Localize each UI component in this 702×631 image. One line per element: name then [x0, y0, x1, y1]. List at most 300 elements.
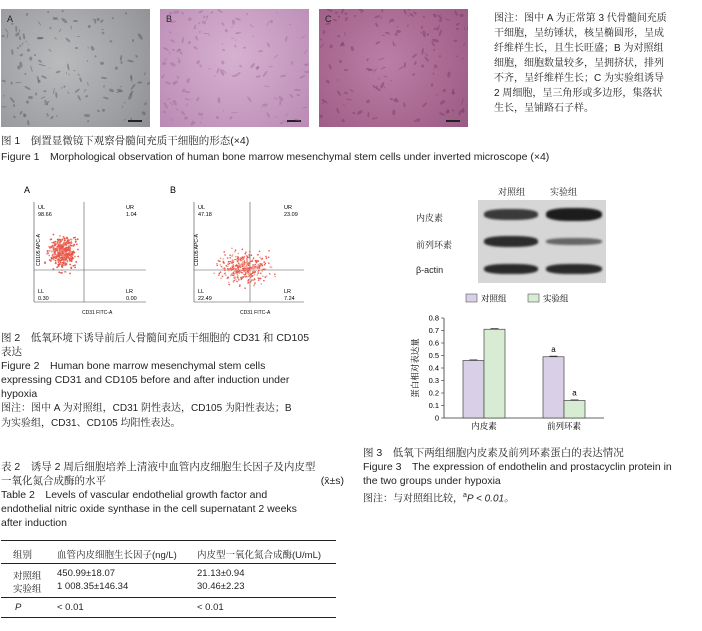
- cell-speck: [1, 80, 5, 83]
- note-line: 生长，呈铺路石子样。: [494, 103, 594, 114]
- event-dot: [251, 275, 253, 277]
- event-dot: [233, 266, 235, 268]
- y-tick-label: 0.1: [428, 401, 439, 410]
- event-dot: [60, 253, 62, 255]
- event-dot: [63, 262, 65, 264]
- event-dot: [238, 259, 240, 261]
- event-dot: [228, 277, 230, 279]
- flow-plot-b: [194, 202, 304, 316]
- cell-speck: [275, 116, 277, 118]
- event-dot: [77, 256, 79, 258]
- event-dot: [250, 275, 252, 277]
- cell-speck: [267, 65, 272, 67]
- cell-speck: [1, 35, 4, 38]
- event-dot: [243, 262, 245, 264]
- cell-speck: [366, 58, 369, 62]
- cell-speck: [210, 11, 213, 14]
- event-dot: [51, 242, 53, 244]
- micrograph-b: [160, 9, 309, 127]
- event-dot: [232, 268, 234, 270]
- event-dot: [229, 255, 231, 257]
- cell-speck: [328, 64, 332, 71]
- table-row: [1, 581, 336, 594]
- cell-speck: [86, 60, 87, 62]
- cell-speck: [22, 42, 24, 45]
- event-dot: [229, 257, 231, 259]
- event-dot: [242, 256, 244, 258]
- cell-speck: [261, 105, 263, 107]
- event-dot: [233, 272, 235, 274]
- event-dot: [49, 247, 51, 249]
- event-dot: [52, 245, 54, 247]
- cell-speck: [41, 75, 47, 80]
- legend-label: 实验组: [543, 293, 569, 304]
- event-dot: [59, 235, 61, 237]
- event-dot: [53, 247, 55, 249]
- blot-row-label: 内皮素: [416, 213, 444, 223]
- cell-speck: [100, 19, 104, 23]
- cell-speck: [432, 13, 436, 18]
- event-dot: [254, 282, 256, 284]
- fig3-note: [363, 488, 701, 506]
- cell-speck: [84, 89, 87, 93]
- event-dot: [268, 263, 270, 265]
- cell-speck: [23, 85, 30, 91]
- event-dot: [246, 258, 248, 260]
- cell-speck: [93, 54, 96, 57]
- quad-ll-val: 0.30: [38, 296, 49, 302]
- cell-speck: [177, 76, 179, 79]
- blot-header-experimental: 实验组: [550, 187, 578, 197]
- table2-title-zh-2: [1, 474, 346, 488]
- cell-speck: [48, 67, 50, 69]
- event-dot: [71, 239, 73, 241]
- cell-speck: [10, 81, 13, 84]
- cell-speck: [423, 30, 427, 37]
- cell-speck: [413, 53, 418, 58]
- cell-speck: [221, 43, 223, 46]
- fig2-caption-zh-2: 表达: [1, 346, 22, 358]
- event-dot: [56, 266, 58, 268]
- table2: [1, 540, 336, 618]
- event-dot: [58, 244, 60, 246]
- event-dot: [66, 263, 68, 265]
- cell-speck: [77, 36, 80, 37]
- event-dot: [51, 259, 53, 261]
- event-dot: [225, 272, 227, 274]
- event-dot: [243, 273, 245, 275]
- cell-speck: [459, 14, 463, 18]
- quad-ll: LL: [198, 289, 205, 295]
- event-dot: [77, 249, 79, 251]
- cell-speck: [284, 36, 288, 43]
- event-dot: [233, 268, 235, 270]
- cell-speck: [170, 39, 176, 44]
- fig3-caption-en-2: the two groups under hypoxia: [363, 475, 501, 487]
- event-dot: [72, 265, 74, 267]
- event-dot: [218, 260, 220, 262]
- cell-speck: [413, 61, 417, 66]
- cell-speck: [102, 32, 105, 35]
- cell-speck: [256, 67, 258, 69]
- fig3-caption-en-1: Figure 3 The expression of endothelin and prostacyclin protein in: [363, 461, 672, 473]
- cell-speck: [47, 11, 49, 13]
- cell-speck: [137, 33, 143, 40]
- x-tick-label: 内皮素: [471, 421, 497, 431]
- cell-speck: [86, 82, 88, 86]
- table2-title-en-2: endothelial nitric oxide synthase in the cell supernatant 2 weeks: [1, 503, 297, 515]
- table2-title: [1, 460, 346, 530]
- y-tick-label: 0: [434, 413, 439, 423]
- event-dot: [55, 257, 57, 259]
- cell-speck: [406, 9, 409, 11]
- cell-speck: [173, 11, 179, 14]
- cell-speck: [200, 116, 202, 118]
- table-cell: P: [15, 602, 22, 613]
- event-dot: [67, 253, 69, 255]
- quad-ul: UL: [38, 205, 46, 211]
- note-line: 图注：图中 A 为正常第 3 代骨髓间充质: [494, 13, 667, 24]
- cell-speck: [421, 26, 423, 29]
- cell-speck: [392, 109, 395, 115]
- event-dot: [48, 255, 50, 257]
- event-dot: [227, 257, 229, 259]
- cell-speck: [255, 74, 260, 78]
- cell-speck: [195, 36, 199, 41]
- y-tick-label: 0.3: [428, 376, 439, 385]
- event-dot: [72, 253, 74, 255]
- cell-speck: [285, 112, 288, 115]
- cell-speck: [65, 38, 71, 43]
- cell-speck: [343, 12, 347, 15]
- cell-speck: [145, 81, 150, 86]
- cell-speck: [221, 22, 225, 26]
- cell-speck: [231, 112, 238, 114]
- event-dot: [231, 273, 233, 275]
- fig2-caption-en-3: hypoxia: [1, 388, 38, 400]
- event-dot: [248, 265, 250, 267]
- event-dot: [239, 285, 241, 287]
- cell-speck: [273, 55, 278, 59]
- event-dot: [220, 264, 222, 266]
- cell-speck: [378, 78, 380, 80]
- event-dot: [60, 255, 62, 257]
- cell-speck: [90, 46, 95, 52]
- cell-speck: [135, 55, 138, 58]
- cell-speck: [165, 82, 171, 86]
- event-dot: [236, 281, 238, 283]
- event-dot: [258, 270, 260, 272]
- event-dot: [56, 254, 58, 256]
- cell-speck: [4, 28, 8, 33]
- cell-speck: [346, 16, 349, 19]
- cell-speck: [54, 37, 57, 40]
- event-dot: [241, 272, 243, 274]
- cell-speck: [217, 97, 220, 104]
- cell-speck: [188, 41, 192, 45]
- table-cell: < 0.01: [197, 602, 224, 613]
- cell-speck: [249, 23, 253, 27]
- event-dot: [228, 261, 230, 263]
- event-dot: [63, 260, 65, 262]
- cell-speck: [456, 27, 460, 29]
- cell-speck: [85, 95, 89, 98]
- cell-speck: [232, 20, 235, 26]
- event-dot: [61, 265, 63, 267]
- cell-speck: [56, 70, 61, 73]
- cell-speck: [375, 116, 378, 119]
- cell-speck: [342, 104, 345, 106]
- event-dot: [61, 272, 63, 274]
- cell-speck: [115, 66, 118, 70]
- event-dot: [55, 243, 57, 245]
- event-dot: [55, 262, 57, 264]
- cell-speck: [383, 75, 388, 78]
- cell-speck: [366, 100, 371, 105]
- cell-speck: [47, 104, 48, 106]
- western-blot: [414, 180, 614, 285]
- chart-bars: [463, 329, 585, 418]
- cell-speck: [87, 25, 91, 29]
- cell-speck: [28, 96, 33, 99]
- event-dot: [255, 271, 257, 273]
- event-dot: [74, 256, 76, 258]
- event-dot: [63, 236, 65, 238]
- event-dot: [252, 279, 254, 281]
- panel-label-c: C: [325, 14, 332, 24]
- cell-speck: [276, 11, 277, 13]
- event-dot: [236, 264, 238, 266]
- table-cell: 实验组: [13, 584, 42, 595]
- cell-speck: [103, 96, 109, 99]
- scale-bar: [446, 120, 460, 122]
- cell-speck: [182, 68, 183, 69]
- chart-legend: [466, 294, 569, 304]
- event-dot: [248, 254, 250, 256]
- cell-speck: [326, 9, 333, 13]
- cell-speck: [280, 74, 286, 77]
- cell-speck: [222, 110, 224, 113]
- event-dot: [253, 257, 255, 259]
- event-dot: [46, 253, 48, 255]
- event-dot: [229, 269, 231, 271]
- cell-speck: [170, 20, 177, 23]
- cell-speck: [396, 30, 401, 33]
- blot-header-control: 对照组: [498, 187, 526, 197]
- event-dot: [258, 277, 260, 279]
- event-dot: [216, 264, 218, 266]
- event-dot: [235, 279, 237, 281]
- cell-speck: [101, 77, 107, 80]
- table-header: 内皮型一氧化氮合成酶(U/mL): [197, 550, 322, 561]
- cell-speck: [108, 88, 114, 92]
- flow-cytometry-plots: [22, 182, 322, 322]
- x-axis-label: CD31 FITC-A: [240, 310, 271, 316]
- cell-speck: [266, 112, 271, 119]
- event-dot: [227, 265, 229, 267]
- cell-speck: [270, 20, 274, 24]
- cell-speck: [77, 95, 82, 102]
- event-dot: [74, 266, 76, 268]
- event-dot: [74, 264, 76, 266]
- cell-speck: [18, 45, 21, 48]
- event-dot: [274, 273, 276, 275]
- cell-speck: [19, 53, 24, 57]
- cell-speck: [58, 29, 61, 33]
- event-dot: [224, 254, 226, 256]
- cell-speck: [264, 86, 271, 88]
- cell-speck: [397, 26, 399, 28]
- cell-speck: [224, 29, 227, 32]
- event-dot: [60, 247, 62, 249]
- event-dot: [263, 268, 265, 270]
- event-dot: [261, 263, 263, 265]
- cell-speck: [413, 11, 417, 15]
- cell-speck: [121, 61, 123, 65]
- event-dot: [71, 251, 73, 253]
- event-dot: [249, 251, 251, 253]
- event-dot: [55, 256, 57, 258]
- event-dot: [219, 273, 221, 275]
- event-dot: [240, 259, 242, 261]
- table-header-row: [1, 541, 336, 564]
- cell-speck: [384, 87, 385, 89]
- y-tick-label: 0.6: [428, 338, 439, 348]
- cell-speck: [432, 72, 434, 75]
- y-axis-label: CD105 APC-A: [36, 234, 42, 266]
- cell-speck: [170, 61, 177, 66]
- cell-speck: [37, 36, 44, 39]
- significance-mark: a: [572, 388, 577, 398]
- event-dot: [75, 241, 77, 243]
- cell-speck: [408, 15, 410, 16]
- fig3-caption: [363, 446, 701, 506]
- event-dot: [64, 239, 66, 241]
- event-dot: [222, 276, 224, 278]
- legend-swatch: [528, 294, 539, 302]
- event-dot: [49, 259, 51, 261]
- event-dot: [264, 264, 266, 266]
- cell-speck: [168, 98, 171, 99]
- event-dot: [248, 279, 250, 281]
- cell-speck: [73, 70, 75, 71]
- cell-speck: [433, 48, 436, 51]
- cell-speck: [197, 21, 200, 24]
- event-dot: [232, 262, 234, 264]
- cell-speck: [35, 93, 37, 96]
- note-line: 干细胞，呈纺锤状，核呈椭圆形，呈成: [494, 28, 664, 39]
- y-tick-label: 0.2: [428, 388, 439, 398]
- cell-speck: [185, 91, 190, 94]
- event-dot: [248, 273, 250, 275]
- event-dot: [69, 264, 71, 266]
- event-dot: [222, 267, 224, 269]
- legend-label: 对照组: [481, 293, 507, 304]
- x-axis-label: CD31 FITC-A: [82, 310, 113, 316]
- cell-speck: [169, 51, 170, 54]
- cell-speck: [120, 86, 122, 87]
- cell-speck: [67, 91, 69, 94]
- event-dot: [63, 242, 65, 244]
- note-line: 细胞，细胞数量较多，呈拥挤状，排列: [494, 58, 664, 69]
- event-dot: [238, 263, 240, 265]
- event-dot: [225, 274, 227, 276]
- cell-speck: [131, 83, 136, 89]
- fig2-caption-en-2: expressing CD31 and CD105 before and after induction under: [1, 374, 290, 386]
- cell-speck: [26, 40, 27, 42]
- event-dot: [59, 242, 61, 244]
- y-tick-label: 0.8: [428, 313, 439, 323]
- event-dot: [238, 268, 240, 270]
- event-dot: [69, 252, 71, 254]
- event-dot: [243, 276, 245, 278]
- table-cell: 对照组: [13, 571, 42, 582]
- cell-speck: [439, 112, 445, 117]
- cell-speck: [338, 15, 340, 18]
- event-dot: [238, 279, 240, 281]
- cell-speck: [51, 108, 54, 111]
- x-tick-label: 前列环素: [546, 421, 582, 431]
- cell-speck: [344, 69, 348, 72]
- cell-speck: [213, 75, 215, 77]
- cell-speck: [221, 48, 225, 51]
- cell-speck: [229, 116, 233, 120]
- event-dot: [244, 261, 246, 263]
- cell-speck: [415, 118, 420, 122]
- event-dot: [63, 251, 65, 253]
- cell-speck: [337, 35, 340, 38]
- blot-row-label: β-actin: [416, 265, 444, 275]
- event-dot: [268, 256, 270, 258]
- event-dot: [239, 265, 241, 267]
- event-dot: [73, 244, 75, 246]
- quad-lr: LR: [126, 289, 134, 295]
- cell-speck: [349, 89, 354, 93]
- event-dot: [221, 266, 223, 268]
- fig3-note-text: 图注：与对照组比较，: [363, 493, 463, 505]
- cell-speck: [193, 46, 198, 51]
- event-dot: [257, 260, 259, 262]
- event-dot: [274, 276, 276, 278]
- cell-speck: [67, 63, 70, 70]
- event-dots: [44, 234, 79, 275]
- event-dot: [251, 254, 253, 256]
- fig2-caption-zh-1: 图 2 低氧环境下诱导前后人骨髓间充质干细胞的 CD31 和 CD105: [1, 332, 310, 344]
- event-dot: [234, 259, 236, 261]
- cell-speck: [234, 44, 236, 47]
- cell-speck: [13, 104, 15, 107]
- micrograph-c: [319, 9, 468, 127]
- table-cell: 1 008.35±146.34: [57, 581, 129, 592]
- table-cell: 21.13±0.94: [197, 568, 245, 579]
- blot-band: [484, 209, 538, 220]
- cell-speck: [350, 46, 354, 51]
- cell-speck: [178, 58, 180, 63]
- cell-speck: [319, 38, 322, 41]
- cell-speck: [335, 12, 338, 14]
- cell-speck: [344, 91, 349, 94]
- event-dot: [245, 276, 247, 278]
- cell-speck: [38, 63, 43, 66]
- cell-speck: [461, 58, 464, 60]
- event-dot: [61, 269, 63, 271]
- cell-speck: [125, 13, 128, 15]
- event-dots: [213, 248, 276, 289]
- event-dot: [53, 241, 55, 243]
- event-dot: [237, 256, 239, 258]
- event-dot: [261, 270, 263, 272]
- event-dot: [240, 277, 242, 279]
